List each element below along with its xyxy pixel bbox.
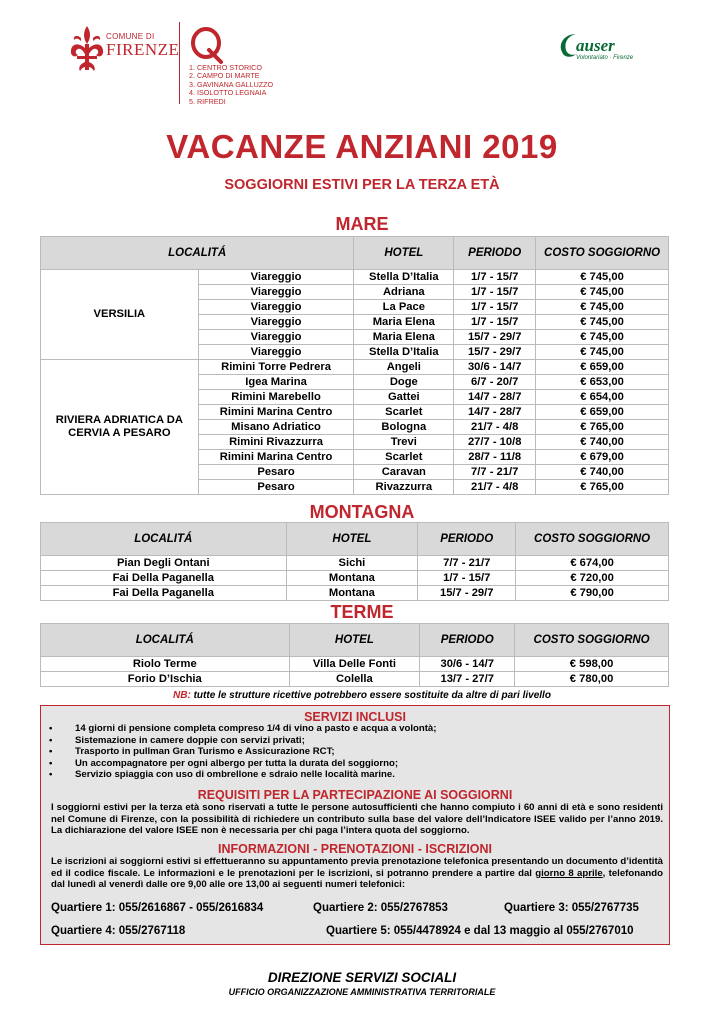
cell-hotel: Sichi [286,556,418,571]
table-row [41,556,669,571]
cell-periodo: 7/7 - 21/7 [454,465,536,480]
comune-firenze-logo [68,24,180,76]
cell-costo: € 780,00 [515,672,669,687]
cell-localita: Viareggio [198,330,354,345]
table-row [41,270,669,285]
cell-hotel: Scarlet [354,450,454,465]
cell-hotel: Stella D’Italia [354,270,454,285]
cell-hotel: Villa Delle Fonti [289,657,420,672]
cell-hotel: Gattei [354,390,454,405]
cell-periodo: 21/7 - 4/8 [454,480,536,495]
cell-costo: € 745,00 [536,345,669,360]
page-subtitle: SOGGIORNI ESTIVI PER LA TERZA ETÀ [224,177,500,193]
cell-costo: € 679,00 [536,450,669,465]
cell-periodo: 15/7 - 29/7 [454,345,536,360]
list-item: • Sistemazione in camere doppie con servizi privati; [49,734,305,746]
auser-subtitle: Volontariato · Firenze [576,55,634,61]
table-header-row [41,624,669,657]
cell-costo: € 790,00 [516,586,669,601]
cell-periodo: 15/7 - 29/7 [418,586,516,601]
cell-periodo: 6/7 - 20/7 [454,375,536,390]
footer-ufficio: UFFICIO ORGANIZZAZIONE AMMINISTRATIVA TERRITORIALE [228,987,496,997]
cell-periodo: 1/7 - 15/7 [454,285,536,300]
col-header-localita: LOCALITÁ [41,624,290,657]
cell-costo: € 654,00 [536,390,669,405]
cell-localita: Pian Degli Ontani [41,556,287,571]
cell-hotel: La Pace [354,300,454,315]
cell-hotel: Trevi [354,435,454,450]
region-cell: RIVIERA ADRIATICA DA CERVIA A PESARO [41,360,199,495]
quartiere-5: 5. RIFREDI [189,96,226,106]
col-header-periodo: PERIODO [420,624,515,657]
start-date: giorno 8 aprile [535,867,603,879]
cell-localita: Rimini Marina Centro [198,405,354,420]
cell-costo: € 745,00 [536,330,669,345]
cell-costo: € 720,00 [516,571,669,586]
table-row [41,571,669,586]
cell-periodo: 13/7 - 27/7 [420,672,515,687]
cell-costo: € 745,00 [536,285,669,300]
auser-name: auser [576,36,615,55]
cell-periodo: 7/7 - 21/7 [418,556,516,571]
cell-costo: € 740,00 [536,465,669,480]
phone-quartiere-1: Quartiere 1: 055/2616867 - 055/2616834 [51,902,264,914]
quartiere-1: 1. CENTRO STORICO [189,63,262,72]
cell-localita: Riolo Terme [41,657,290,672]
montagna-table-body [41,556,669,601]
section-title-montagna: MONTAGNA [309,502,415,522]
cell-periodo: 30/6 - 14/7 [454,360,536,375]
cell-periodo: 1/7 - 15/7 [454,315,536,330]
cell-hotel: Doge [354,375,454,390]
cell-periodo: 27/7 - 10/8 [454,435,536,450]
cell-hotel: Rivazzurra [354,480,454,495]
mare-table-body [41,270,669,495]
cell-localita: Viareggio [198,315,354,330]
terme-table-body [41,657,669,687]
cell-periodo: 15/7 - 29/7 [454,330,536,345]
info-text: Le iscrizioni ai soggiorni estivi si effettueranno su appuntamento previa prenotazione telefonica presentando un documento d’identità ed il codice fiscale. Le informazioni e le prenotazioni per le iscrizioni, si potranno prendere a partire dal giorno 8 aprile, telefonando dal lunedì al venerdì dalle ore 9,00 alle ore 13,00 ai seguenti numeri telefonici: [51,856,663,891]
cell-hotel: Adriana [354,285,454,300]
auser-logo [558,30,638,64]
cell-periodo: 30/6 - 14/7 [420,657,515,672]
cell-costo: € 598,00 [515,657,669,672]
cell-localita: Igea Marina [198,375,354,390]
cell-hotel: Montana [286,571,418,586]
quartiere-4: 4. ISOLOTTO LEGNAIA [189,88,267,98]
col-header-hotel: HOTEL [354,237,454,270]
phone-quartiere-5: Quartiere 5: 055/4478924 e dal 13 maggio al 055/2767010 [326,925,634,937]
cell-costo: € 653,00 [536,375,669,390]
page-title: VACANZE ANZIANI 2019 [166,128,558,165]
nb-note [0,690,724,701]
cell-hotel: Colella [289,672,420,687]
cell-hotel: Angeli [354,360,454,375]
cell-localita: Pesaro [198,480,354,495]
terme-table [40,623,669,687]
list-item: • Servizio spiaggia con uso di ombrellone e sdraio nelle località marine. [49,769,395,781]
cell-localita: Rimini Rivazzurra [198,435,354,450]
table-row [41,657,669,672]
cell-costo: € 745,00 [536,300,669,315]
info-box [40,705,670,945]
cell-periodo: 1/7 - 15/7 [454,270,536,285]
cell-costo: € 765,00 [536,420,669,435]
col-header-localita: LOCALITÁ [41,237,354,270]
quartieri-list [189,64,273,106]
cell-periodo: 1/7 - 15/7 [418,571,516,586]
cell-hotel: Bologna [354,420,454,435]
list-item: • Trasporto in pullman Gran Turismo e Assicurazione RCT; [49,746,335,758]
servizi-list [49,723,436,781]
cell-localita: Viareggio [198,285,354,300]
cell-localita: Fai Della Paganella [41,586,287,601]
cell-localita: Rimini Marina Centro [198,450,354,465]
cell-costo: € 745,00 [536,270,669,285]
fleur-de-lis-icon [68,24,106,72]
firenze-label: FIRENZE [106,40,180,59]
servizi-title: SERVIZI INCLUSI [304,710,406,724]
list-item: • Un accompagnatore per ogni albergo per tutta la durata del soggiorno; [49,757,399,769]
col-header-hotel: HOTEL [286,523,418,556]
cell-localita: Misano Adriatico [198,420,354,435]
col-header-localita: LOCALITÁ [41,523,287,556]
nb-label: NB: [173,690,191,701]
cell-localita: Pesaro [198,465,354,480]
section-title-mare: MARE [335,214,389,234]
cell-costo: € 765,00 [536,480,669,495]
phone-quartiere-3: Quartiere 3: 055/2767735 [504,902,639,914]
nb-text: tutte le strutture ricettive potrebbero essere sostituite da altre di pari livello [190,690,551,701]
cell-periodo: 1/7 - 15/7 [454,300,536,315]
phone-quartiere-2: Quartiere 2: 055/2767853 [313,902,448,914]
comune-label: COMUNE DI [106,32,155,41]
quartieri-q-icon [187,26,227,64]
cell-costo: € 659,00 [536,405,669,420]
col-header-costo: COSTO SOGGIORNO [516,523,669,556]
cell-localita: Viareggio [198,345,354,360]
phone-quartiere-4: Quartiere 4: 055/2767118 [51,925,186,937]
table-row [41,360,669,375]
cell-hotel: Maria Elena [354,315,454,330]
table-header-row [41,523,669,556]
cell-localita: Forio D’Ischia [41,672,290,687]
cell-hotel: Scarlet [354,405,454,420]
quartiere-2: 2. CAMPO DI MARTE [189,71,260,81]
requisiti-title: REQUISITI PER LA PARTECIPAZIONE AI SOGGIORNI [197,788,513,802]
cell-periodo: 14/7 - 28/7 [454,390,536,405]
header-divider [179,22,180,104]
cell-hotel: Maria Elena [354,330,454,345]
mare-table [40,236,669,495]
cell-localita: Fai Della Paganella [41,571,287,586]
section-title-terme: TERME [330,602,394,622]
cell-localita: Rimini Torre Pedrera [198,360,354,375]
cell-periodo: 21/7 - 4/8 [454,420,536,435]
cell-localita: Viareggio [198,270,354,285]
footer-direzione: DIREZIONE SERVIZI SOCIALI [267,970,457,985]
col-header-hotel: HOTEL [289,624,420,657]
col-header-costo: COSTO SOGGIORNO [515,624,669,657]
cell-periodo: 28/7 - 11/8 [454,450,536,465]
cell-localita: Viareggio [198,300,354,315]
region-cell: VERSILIA [41,270,199,360]
cell-hotel: Caravan [354,465,454,480]
list-item: • 14 giorni di pensione completa compreso 1/4 di vino a pasto e acqua a volontà; [49,723,437,734]
cell-costo: € 745,00 [536,315,669,330]
cell-localita: Rimini Marebello [198,390,354,405]
quartiere-3: 3. GAVINANA GALLUZZO [189,79,274,89]
col-header-periodo: PERIODO [418,523,516,556]
table-row [41,672,669,687]
cell-costo: € 674,00 [516,556,669,571]
info-title: INFORMAZIONI - PRENOTAZIONI - ISCRIZIONI [217,842,493,856]
requisiti-text: I soggiorni estivi per la terza età sono riservati a tutte le persone autosufficienti che hanno compiuto i 60 anni di età e sono residenti nel Comune di Firenze, con la possibilità di richiedere un contributo sulla base del valore dell’Indicatore ISEE valido per l’anno 2019. La dichiarazione del valore ISEE non è necessaria per chi paga l’intera quota del soggiorno. [51,802,663,837]
table-header-row [41,237,669,270]
cell-hotel: Stella D’Italia [354,345,454,360]
cell-periodo: 14/7 - 28/7 [454,405,536,420]
cell-costo: € 740,00 [536,435,669,450]
cell-hotel: Montana [286,586,418,601]
col-header-periodo: PERIODO [454,237,536,270]
col-header-costo: COSTO SOGGIORNO [536,237,669,270]
table-row [41,586,669,601]
montagna-table [40,522,669,601]
cell-costo: € 659,00 [536,360,669,375]
